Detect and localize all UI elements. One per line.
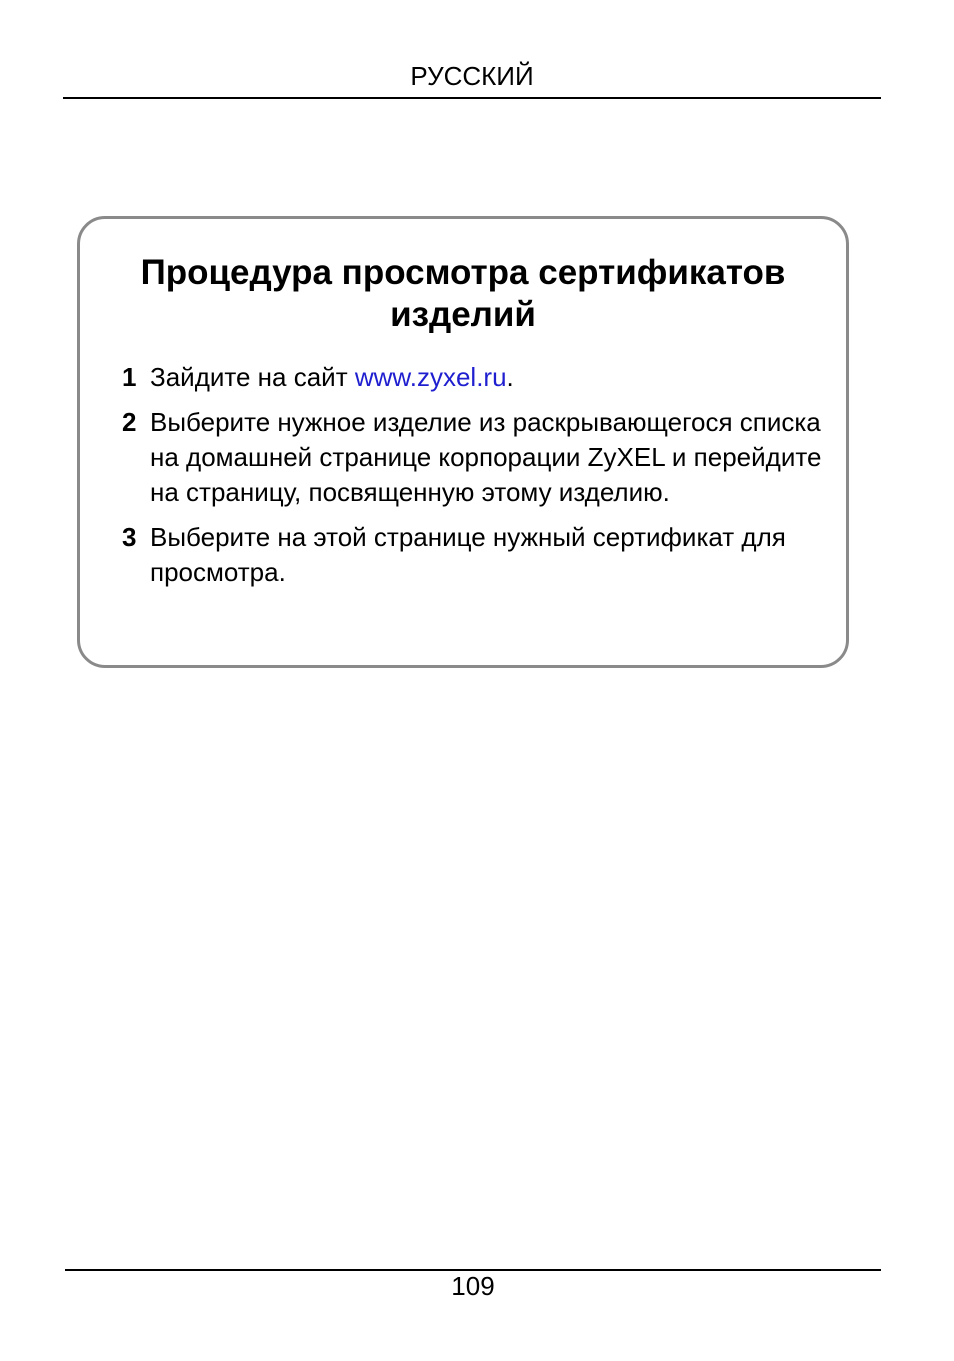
- procedure-title-line2: изделий: [390, 295, 536, 334]
- header-rule: [63, 97, 881, 99]
- step-number: 2: [122, 407, 137, 437]
- procedure-step-1: [122, 360, 832, 395]
- procedure-title-line1: Процедура просмотра сертификатов: [140, 253, 786, 292]
- step-number: 3: [122, 522, 137, 552]
- step-text: Зайдите на сайт: [150, 362, 355, 392]
- procedure-step-2: [122, 405, 832, 510]
- procedure-steps: [122, 360, 832, 600]
- page-number: 109: [451, 1271, 495, 1301]
- section-language-header: РУССКИЙ: [410, 61, 534, 91]
- step-text: Выберите нужное изделие из раскрывающегося списка на домашней странице корпорации ZyXEL и перейдите на страницу, посвященную этому изделию.: [150, 407, 822, 507]
- procedure-title: [80, 252, 846, 336]
- step-number: 1: [122, 362, 137, 392]
- procedure-box: [77, 216, 849, 668]
- step-text-end: .: [506, 362, 514, 392]
- zyxel-site-link[interactable]: www.zyxel.ru: [354, 362, 507, 392]
- step-text: Выберите на этой странице нужный сертификат для просмотра.: [150, 522, 786, 587]
- procedure-step-3: [122, 520, 832, 590]
